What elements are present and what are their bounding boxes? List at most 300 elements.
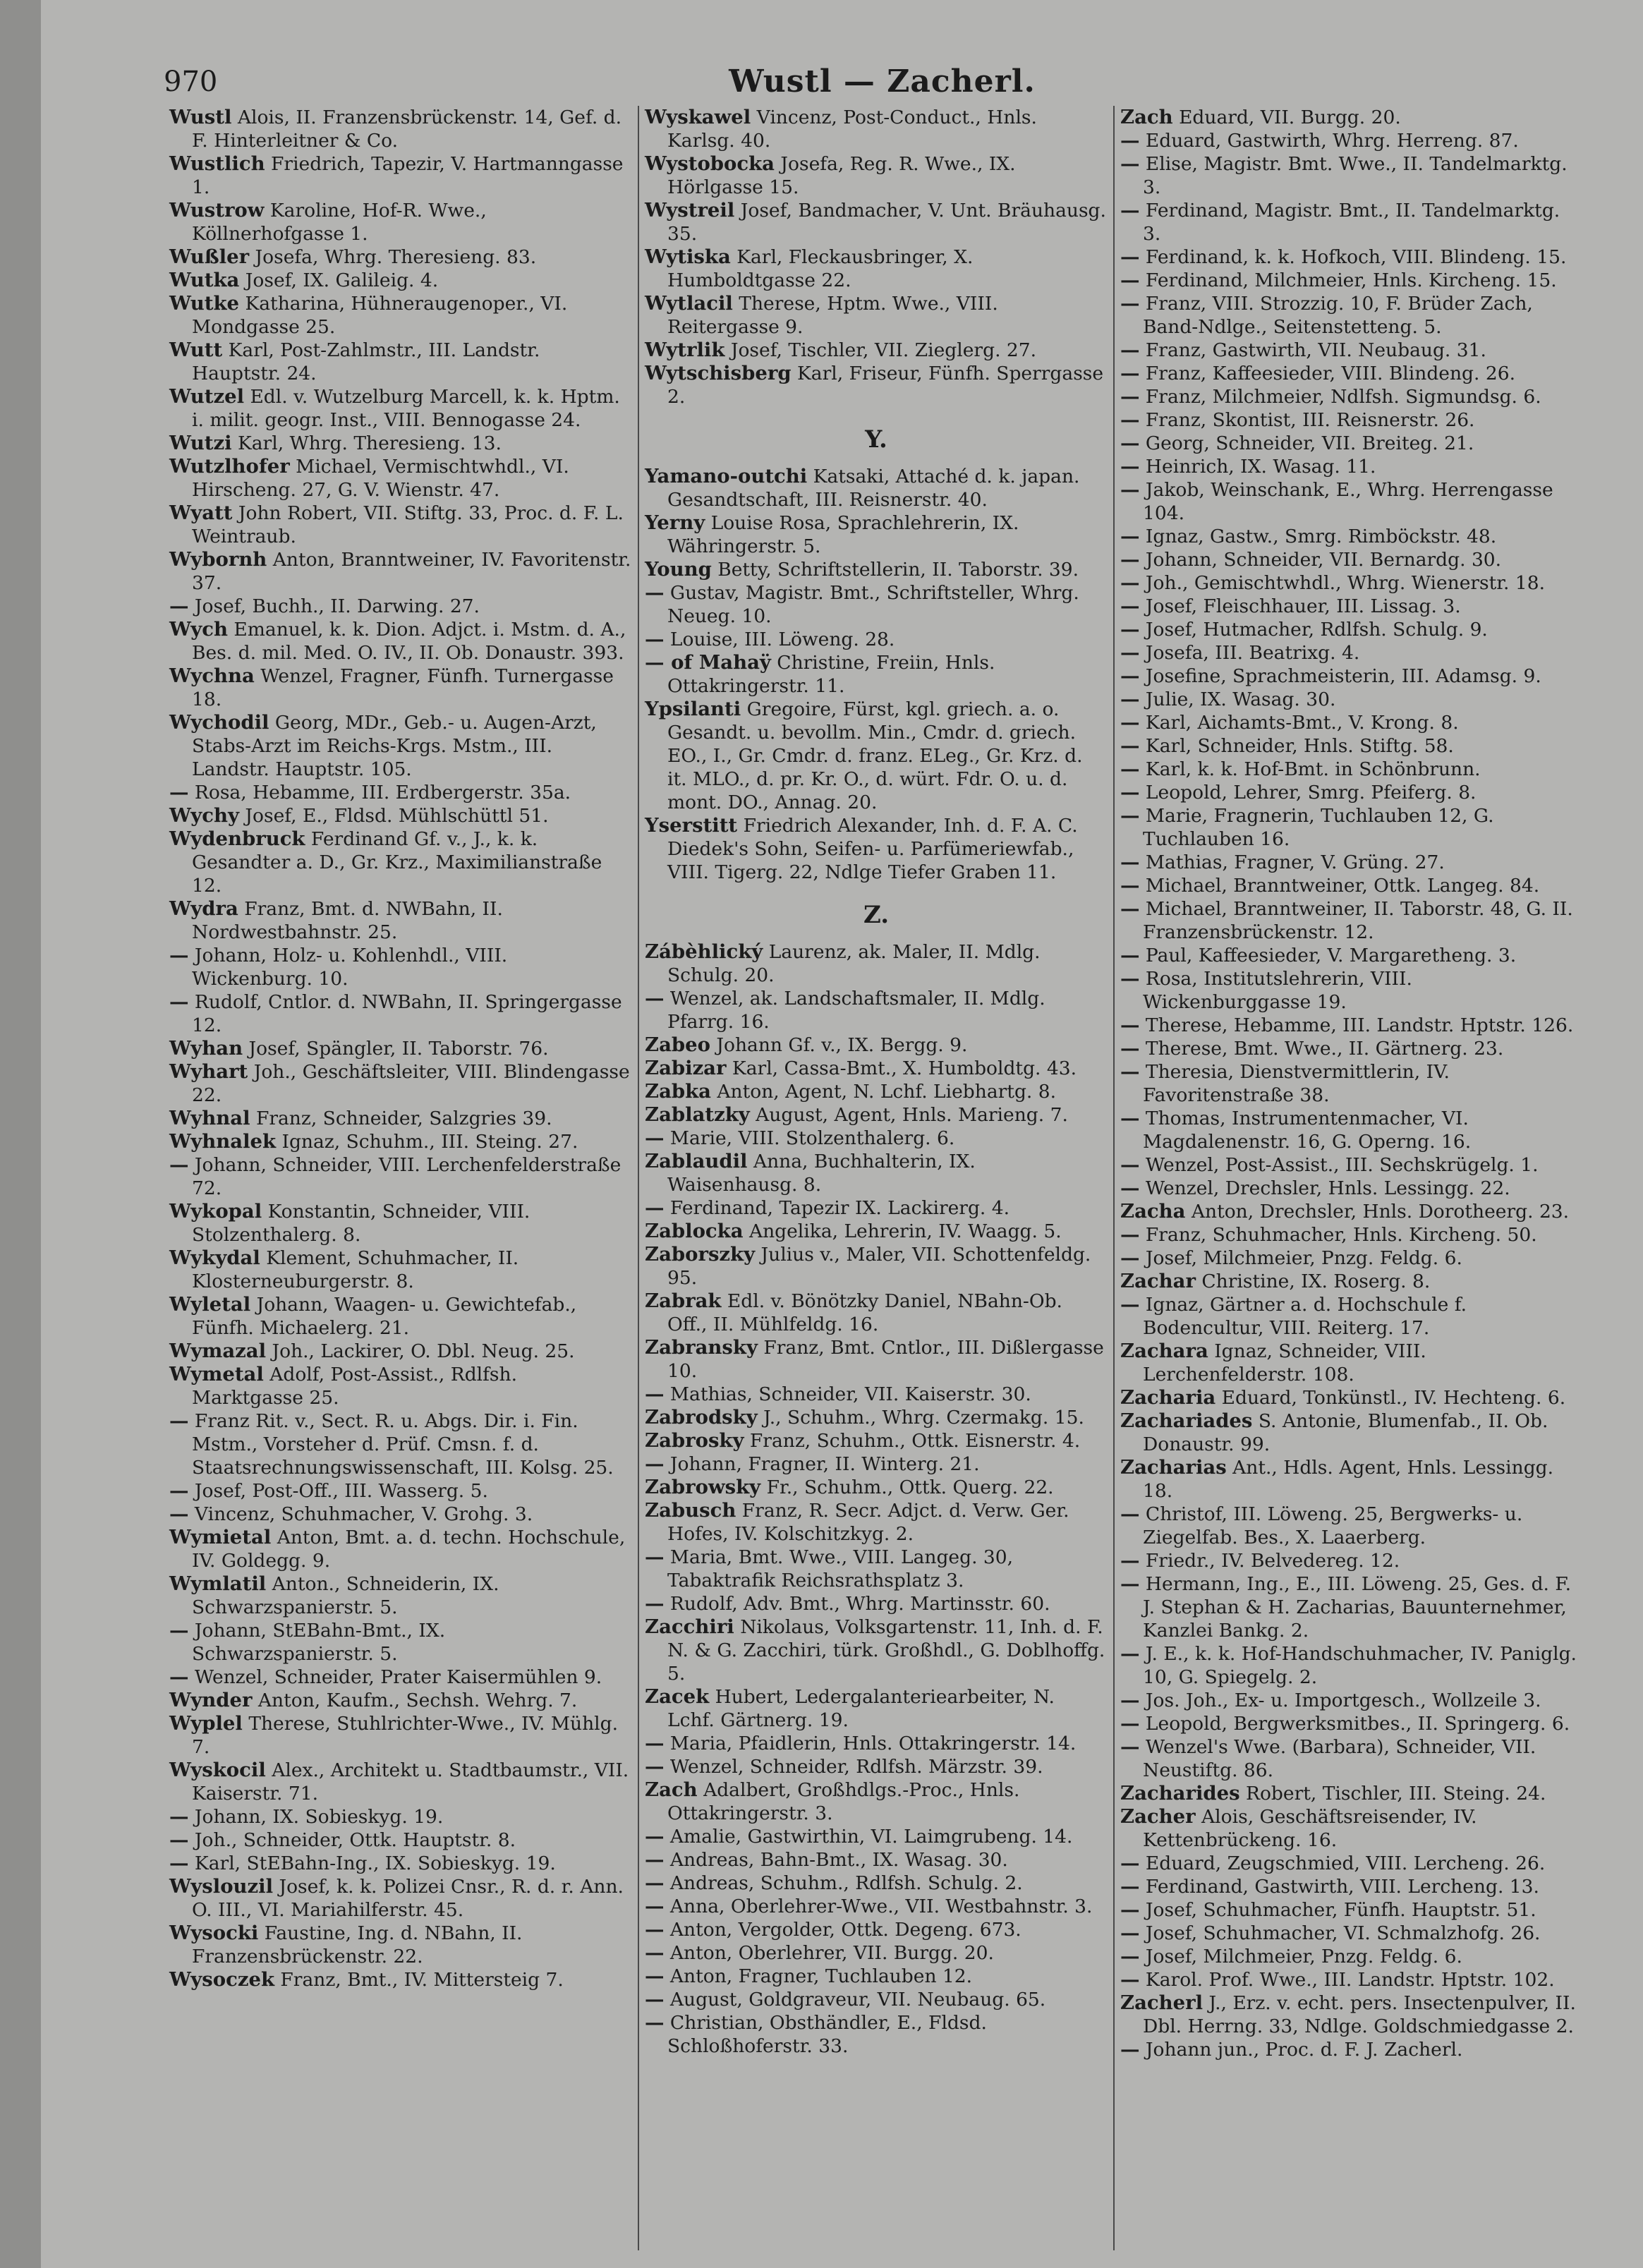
entry-details: Wenzel, Post-Assist., III. Sechskrügelg. 1. (1139, 1154, 1539, 1176)
directory-entry (1115, 734, 1589, 758)
directory-entry (1115, 1689, 1589, 1712)
entry-details: Ferdinand, Gastwirth, VIII. Lercheng. 13. (1139, 1876, 1539, 1898)
entry-name: — (1120, 269, 1140, 291)
entry-details: Andreas, Bahn-Bmt., IX. Wasag. 30. (664, 1849, 1008, 1871)
entry-details: Julie, IX. Wasag. 30. (1139, 689, 1336, 710)
entry-name: — (645, 2011, 665, 2034)
entry-name: — (1120, 781, 1140, 803)
directory-entry (639, 1918, 1113, 1941)
entry-details: Jos. Joh., Ex- u. Importgesch., Wollzeile 3. (1139, 1690, 1541, 1711)
directory-entry (164, 292, 638, 339)
entry-name: Wustrow (169, 199, 265, 222)
entry-name: — (1120, 1735, 1140, 1758)
entry-name: Wytschisberg (645, 362, 792, 384)
directory-entry (639, 511, 1113, 558)
entry-name: Zabizar (645, 1057, 727, 1079)
column-2 (638, 106, 1113, 2250)
entry-details: Anton, Bmt. a. d. techn. Hochschule, IV. Goldegg. 9. (192, 1527, 626, 1572)
entry-name: — (1120, 385, 1140, 408)
entry-details: Karoline, Hof-R. Wwe., Köllnerhofgasse 1. (192, 200, 487, 245)
directory-entry (639, 1243, 1113, 1290)
entry-details: Elise, Magistr. Bmt. Wwe., II. Tandelmarktg. 3. (1139, 153, 1568, 198)
entry-name: Zabka (645, 1080, 711, 1103)
entry-name: Zacherl (1120, 1991, 1204, 2014)
entry-name: — (1120, 711, 1140, 734)
entry-name: — (645, 1825, 665, 1848)
entry-details: Rudolf, Cntlor. d. NWBahn, II. Springergasse 12. (188, 991, 622, 1036)
entry-details: Josef, E., Fldsd. Mühlschüttl 51. (238, 805, 549, 827)
entry-details: Louise Rosa, Sprachlehrerin, IX. Währingerstr. 5. (667, 512, 1019, 557)
directory-entry (1115, 339, 1589, 362)
entry-details: Ferdinand, Magistr. Bmt., II. Tandelmarktg. 3. (1139, 200, 1560, 245)
page-edge (0, 0, 41, 2268)
entry-name: Wystobocka (645, 152, 775, 175)
entry-details: Mathias, Schneider, VII. Kaiserstr. 30. (664, 1383, 1031, 1405)
entry-details: Karl, k. k. Hof-Bmt. in Schönbrunn. (1139, 758, 1481, 780)
entry-details: Vincenz, Post-Conduct., Hnls. Karlsg. 40. (667, 107, 1037, 152)
directory-entry (639, 651, 1113, 698)
directory-entry (164, 432, 638, 455)
entry-name: Wustl (169, 106, 232, 128)
entry-name: — (1120, 1549, 1140, 1572)
entry-name: Zacchiri (645, 1615, 734, 1638)
entry-name: — (169, 1503, 189, 1525)
entry-name: — (1120, 245, 1140, 268)
entry-details: Wenzel, Schneider, Prater Kaisermühlen 9. (188, 1666, 602, 1688)
entry-details: Heinrich, IX. Wasag. 11. (1139, 456, 1376, 478)
entry-name: — (1120, 1642, 1140, 1665)
directory-entry (1115, 1456, 1589, 1503)
entry-name: — (169, 1829, 189, 1851)
entry-name: — (1120, 1968, 1140, 1991)
entry-details: Rudolf, Adv. Bmt., Whrg. Martinsstr. 60. (664, 1593, 1050, 1615)
entry-details: J., Schuhm., Whrg. Czermakg. 15. (757, 1407, 1084, 1429)
entry-details: Anton, Kaufm., Sechsh. Wehrg. 7. (252, 1690, 578, 1711)
entry-name: Zacek (645, 1685, 710, 1708)
entry-details: Eduard, VII. Burgg. 20. (1172, 107, 1401, 128)
entry-details: Gustav, Magistr. Bmt., Schriftsteller, Whrg. Neueg. 10. (664, 582, 1079, 627)
entry-name: — (1120, 618, 1140, 641)
entry-name: — (1120, 1153, 1140, 1176)
entry-name: — (1120, 1293, 1140, 1316)
entry-details: Josefine, Sprachmeisterin, III. Adamsg. 9. (1139, 665, 1541, 687)
directory-entry (164, 1759, 638, 1805)
directory-entry (1115, 804, 1589, 851)
entry-details: J., Erz. v. echt. pers. Insectenpulver, II. Dbl. Herrng. 33, Ndlge. Goldschmiedgasse 2. (1143, 1992, 1576, 2037)
directory-entry (639, 292, 1113, 339)
running-title: Wustl — Zacherl. (729, 63, 1036, 99)
entry-details: Ferdinand, Tapezir IX. Lackirerg. 4. (664, 1197, 1010, 1219)
entry-details: Andreas, Schuhm., Rdlfsh. Schulg. 2. (664, 1872, 1023, 1894)
entry-details: Karl, Schneider, Hnls. Stiftg. 58. (1139, 735, 1454, 757)
entry-name: Wychna (169, 665, 255, 687)
entry-details: Johann, Schneider, VIII. Lerchenfelderstraße 72. (188, 1154, 622, 1199)
directory-entry (1115, 595, 1589, 618)
entry-details: Wenzel, Drechsler, Hnls. Lessingg. 22. (1139, 1177, 1510, 1199)
entry-name: — (645, 628, 665, 650)
entry-details: Edl. v. Wutzelburg Marcell, k. k. Hptm. i. milit. geogr. Inst., VIII. Bennogasse 24. (192, 386, 620, 431)
page-number: 970 (164, 66, 218, 98)
directory-entry (639, 1499, 1113, 1546)
directory-entry (639, 1895, 1113, 1918)
entry-details: Christine, IX. Roserg. 8. (1195, 1271, 1431, 1292)
entry-name: — (645, 1941, 665, 1964)
entry-name: Zabusch (645, 1499, 736, 1522)
entry-details: Josefa, Whrg. Theresieng. 83. (249, 246, 537, 268)
directory-entry (164, 1572, 638, 1619)
directory-entry (1115, 618, 1589, 641)
directory-entry (164, 1852, 638, 1875)
entry-name: — (645, 1988, 665, 2011)
entry-details: Johann, Schneider, VII. Bernardg. 30. (1139, 549, 1502, 571)
entry-details: Julius v., Maler, VII. Schottenfeldg. 95. (667, 1244, 1091, 1289)
entry-details: Josef, Post-Off., III. Wasserg. 5. (188, 1480, 488, 1502)
entry-name: Wychodil (169, 711, 269, 734)
entry-name: — (1120, 665, 1140, 687)
entry-name: — (645, 1383, 665, 1405)
entry-name: Wysoczek (169, 1968, 274, 1991)
column-1 (164, 106, 638, 2250)
entry-name: — (1120, 199, 1140, 222)
directory-entry (639, 1429, 1113, 1453)
entry-details: Betty, Schriftstellerin, II. Taborstr. 39. (711, 559, 1079, 581)
entry-name: — (1120, 478, 1140, 501)
entry-name: — (1120, 944, 1140, 966)
directory-entry (1115, 1014, 1589, 1037)
entry-details: Rosa, Institutslehrerin, VIII. Wickenburggasse 19. (1139, 968, 1412, 1013)
directory-entry (164, 502, 638, 548)
directory-entry (1115, 665, 1589, 688)
entry-name: Zacher (1120, 1805, 1196, 1828)
entry-name: — (1120, 362, 1140, 384)
entry-name: — (169, 781, 189, 803)
entry-details: Johann, IX. Sobieskyg. 19. (188, 1806, 444, 1828)
entry-name: — (645, 1732, 665, 1754)
directory-entry (639, 1080, 1113, 1103)
entry-name: — (1120, 595, 1140, 617)
entry-details: Faustine, Ing. d. NBahn, II. Franzensbrückenstr. 22. (192, 1922, 523, 1967)
directory-entry (639, 152, 1113, 199)
entry-details: Josef, Milchmeier, Pnzg. Feldg. 6. (1139, 1247, 1462, 1269)
page-header (164, 61, 1601, 110)
directory-entry (1115, 408, 1589, 432)
entry-details: Franz, Schneider, Salzgries 39. (250, 1108, 552, 1129)
directory-entry (639, 814, 1113, 884)
entry-details: Hermann, Ing., E., III. Löweng. 25, Ges. d. F. J. Stephan & H. Zacharias, Bauunternehmer, Kanzlei Bankg. 2. (1139, 1573, 1572, 1642)
entry-name: — (1120, 1060, 1140, 1083)
directory-entry (164, 1200, 638, 1247)
directory-entry (639, 1336, 1113, 1383)
directory-entry (1115, 1991, 1589, 2038)
entry-name: — (645, 1965, 665, 1987)
entry-details: Wenzel, Schneider, Rdlfsh. Märzstr. 39. (664, 1756, 1043, 1778)
entry-details: Eduard, Zeugschmied, VIII. Lercheng. 26. (1139, 1852, 1546, 1874)
entry-details: Georg, Schneider, VII. Breiteg. 21. (1139, 432, 1474, 454)
entry-name: Wymlatil (169, 1572, 267, 1595)
entry-name: — (1120, 2038, 1140, 2061)
entry-details: Johann, Waagen- u. Gewichtefab., Fünfh. Michaelerg. 21. (192, 1294, 577, 1339)
entry-details: Friedrich, Tapezir, V. Hartmanngasse 1. (192, 153, 624, 198)
entry-name: Wykopal (169, 1200, 262, 1223)
entry-details: Alois, Geschäftsreisender, IV. Kettenbrückeng. 16. (1143, 1806, 1477, 1851)
entry-name: — (645, 1592, 665, 1615)
entry-name: — (645, 1127, 665, 1149)
entry-name: Zach (1120, 106, 1173, 128)
directory-entry (164, 245, 638, 269)
entry-name: Wyletal (169, 1293, 251, 1316)
entry-name: — (1120, 1712, 1140, 1735)
directory-entry (639, 1127, 1113, 1150)
directory-entry (639, 1453, 1113, 1476)
entry-name: Zabrodsky (645, 1406, 758, 1429)
entry-details: Nikolaus, Volksgartenstr. 11, Inh. d. F. N. & G. Zacchiri, türk. Großhdl., G. Doblhoffg. 5. (667, 1616, 1105, 1685)
directory-entry (1115, 688, 1589, 711)
directory-entry (1115, 1107, 1589, 1153)
entry-name: — (1120, 1945, 1140, 1967)
directory-entry (1115, 199, 1589, 245)
entry-details: Ignaz, Gärtner a. d. Hochschule f. Bodencultur, VIII. Reiterg. 17. (1139, 1294, 1467, 1339)
entry-details: Vincenz, Schuhmacher, V. Grohg. 3. (188, 1503, 533, 1525)
directory-entry (1115, 944, 1589, 967)
entry-details: Katsaki, Attaché d. k. japan. Gesandtschaft, III. Reisnerstr. 40. (667, 466, 1080, 511)
directory-entry (1115, 106, 1589, 129)
entry-name: Zacharia (1120, 1386, 1216, 1409)
entry-details: Wenzel, Fragner, Fünfh. Turnergasse 18. (192, 665, 614, 710)
directory-entry (639, 362, 1113, 408)
entry-details: Josef, k. k. Polizei Cnsr., R. d. r. Ann. O. III., VI. Mariahilferstr. 45. (192, 1876, 624, 1921)
entry-details: Alois, II. Franzensbrückenstr. 14, Gef. d. F. Hinterleitner & Co. (192, 107, 622, 152)
entry-name: — (645, 1196, 665, 1219)
entry-details: Karl, Whrg. Theresieng. 13. (231, 432, 502, 454)
entry-name: Wymietal (169, 1526, 272, 1548)
entry-details: Johann, Holz- u. Kohlenhdl., VIII. Wickenburg. 10. (188, 945, 508, 990)
entry-name: Wyhnal (169, 1107, 250, 1129)
directory-entry (639, 245, 1113, 292)
directory-entry (1115, 1270, 1589, 1293)
entry-details: Ant., Hdls. Agent, Hnls. Lessingg. 18. (1143, 1457, 1554, 1502)
entry-details: Franz, Gastwirth, VII. Neubaug. 31. (1139, 339, 1486, 361)
entry-name: Zacharias (1120, 1456, 1227, 1479)
entry-name: Zabrak (645, 1290, 722, 1312)
directory-entry (1115, 758, 1589, 781)
entry-name: Zaborszky (645, 1243, 756, 1266)
directory-entry (164, 1829, 638, 1852)
entry-details: Karol. Prof. Wwe., III. Landstr. Hptstr. 102. (1139, 1969, 1555, 1991)
entry-name: — (1120, 688, 1140, 710)
directory-entry (164, 1805, 638, 1829)
entry-name: — (1120, 1014, 1140, 1036)
directory-entry (639, 1103, 1113, 1127)
entry-name: Wyslouzil (169, 1875, 274, 1898)
directory-entry (164, 455, 638, 502)
directory-entry (1115, 1177, 1589, 1200)
entry-name: — (645, 1918, 665, 1941)
directory-entry (164, 1363, 638, 1409)
directory-entry (1115, 245, 1589, 269)
entry-details: Maria, Pfaidlerin, Hnls. Ottakringerstr. 14. (664, 1733, 1077, 1754)
entry-name: Wyskocil (169, 1759, 266, 1781)
directory-entry (1115, 1293, 1589, 1340)
directory-entry (1115, 1386, 1589, 1409)
directory-entry (164, 385, 638, 432)
entry-details: Michael, Vermischtwhdl., VI. Hirscheng. 27, G. V. Wienstr. 47. (192, 456, 569, 501)
entry-name: — (1120, 1037, 1140, 1060)
directory-entry (639, 1988, 1113, 2011)
entry-name: — (1120, 571, 1140, 594)
entry-name: — (169, 1852, 189, 1874)
directory-entry (1115, 1852, 1589, 1875)
entry-details: S. Antonie, Blumenfab., II. Ob. Donaustr. 99. (1143, 1410, 1548, 1455)
entry-details: Karl, StEBahn-Ing., IX. Sobieskyg. 19. (188, 1852, 556, 1874)
directory-entry (164, 1689, 638, 1712)
entry-name: Zachariades (1120, 1409, 1253, 1432)
entry-details: Franz Rit. v., Sect. R. u. Abgs. Dir. i. Fin. Mstm., Vorsteher d. Prüf. Cmsn. f. d. Staatsrechnungswissenschaft, III. Kolsg. 25. (188, 1410, 614, 1479)
entry-name: — (645, 1453, 665, 1475)
entry-details: Klement, Schuhmacher, II. Klosterneuburgerstr. 8. (192, 1247, 519, 1292)
entry-details: Christian, Obsthändler, E., Fldsd. Schloßhoferstr. 33. (664, 2012, 987, 2057)
entry-name: Wytrlik (645, 339, 725, 361)
entry-details: Angelika, Lehrerin, IV. Waagg. 5. (743, 1220, 1062, 1242)
directory-entry (639, 1220, 1113, 1243)
entry-details: Karl, Friseur, Fünfh. Sperrgasse 2. (667, 363, 1104, 408)
entry-name: Wutt (169, 339, 223, 361)
entry-details: Amalie, Gastwirthin, VI. Laimgrubeng. 14. (664, 1826, 1073, 1848)
directory-entry (164, 1293, 638, 1340)
directory-entry (164, 1479, 638, 1503)
directory-entry (1115, 1247, 1589, 1270)
entry-name: — (645, 1755, 665, 1778)
directory-entry (164, 1060, 638, 1107)
entry-details: Theresia, Dienstvermittlerin, IV. Favoritenstraße 38. (1139, 1061, 1450, 1106)
entry-name: — (645, 1848, 665, 1871)
section-heading: Y. (865, 425, 887, 454)
entry-details: Marie, Fragnerin, Tuchlauben 12, G. Tuchlauben 16. (1139, 805, 1494, 850)
directory-entry (639, 1848, 1113, 1872)
entry-details: Franz, Skontist, III. Reisnerstr. 26. (1139, 409, 1475, 431)
directory-entry (1115, 781, 1589, 804)
directory-entry (1115, 1945, 1589, 1968)
entry-details: Anna, Buchhalterin, IX. Waisenhausg. 8. (667, 1151, 976, 1196)
entry-details: Alex., Architekt u. Stadtbaumstr., VII. Kaiserstr. 71. (192, 1759, 629, 1805)
entry-name: Young (645, 558, 712, 581)
directory-entry (639, 1872, 1113, 1895)
entry-name: Wyhnalek (169, 1130, 277, 1153)
directory-entry (1115, 1223, 1589, 1247)
entry-name: Wustlich (169, 152, 265, 175)
directory-entry (164, 1922, 638, 1968)
entry-name: Wutka (169, 269, 240, 291)
entry-name: Wystreil (645, 199, 735, 222)
entry-name: — (1120, 455, 1140, 478)
entry-name: — (1120, 1922, 1140, 1944)
entry-details: Wenzel's Wwe. (Barbara), Schneider, VII. Neustiftg. 86. (1139, 1736, 1536, 1781)
directory-entry (164, 944, 638, 990)
directory-entry (164, 548, 638, 595)
entry-details: Ignaz, Gastw., Smrg. Rimböckstr. 48. (1139, 526, 1497, 547)
directory-entry (1115, 548, 1589, 571)
entry-details: Josef, Tischler, VII. Zieglerg. 27. (725, 339, 1037, 361)
entry-details: John Robert, VII. Stiftg. 33, Proc. d. F. L. Weintraub. (192, 502, 624, 547)
entry-name: Zabrowsky (645, 1476, 761, 1498)
directory-entry (164, 1619, 638, 1666)
directory-entry (639, 1965, 1113, 1988)
entry-name: — (169, 1619, 189, 1642)
entry-details: J. E., k. k. Hof-Handschuhmacher, IV. Paniglg. 10, G. Spiegelg. 2. (1139, 1643, 1577, 1688)
directory-entry (639, 465, 1113, 511)
directory-entry (164, 827, 638, 897)
entry-name: — (169, 1409, 189, 1432)
entry-details: Johann, Fragner, II. Winterg. 21. (664, 1453, 980, 1475)
directory-entry (1115, 1572, 1589, 1642)
entry-details: Eduard, Tonkünstl., IV. Hechteng. 6. (1215, 1387, 1566, 1409)
directory-entry (1115, 1037, 1589, 1060)
entry-name: Wußler (169, 245, 250, 268)
directory-entry (164, 152, 638, 199)
directory-entry (639, 1406, 1113, 1429)
entry-name: — (1120, 1503, 1140, 1525)
directory-entry (164, 1968, 638, 1991)
entry-details: Franz, Bmt., IV. Mittersteig 7. (274, 1969, 564, 1991)
entry-details: Josef, Bandmacher, V. Unt. Bräuhausg. 35. (667, 200, 1106, 245)
entry-name: Wyhart (169, 1060, 248, 1083)
directory-entry (639, 698, 1113, 814)
entry-name: Wykydal (169, 1247, 260, 1269)
directory-entry (639, 199, 1113, 245)
directory-entry (164, 339, 638, 385)
entry-details: August, Agent, Hnls. Marieng. 7. (749, 1104, 1068, 1126)
entry-name: Zablaudil (645, 1150, 748, 1172)
directory-entry (1115, 1060, 1589, 1107)
directory-entry (639, 1057, 1113, 1080)
directory-entry (1115, 851, 1589, 874)
entry-name: Wymetal (169, 1363, 264, 1385)
directory-entry (639, 1755, 1113, 1778)
entry-details: Anton, Branntweiner, IV. Favoritenstr. 37. (192, 549, 631, 594)
entry-name: — (169, 1479, 189, 1502)
entry-name: Zablatzky (645, 1103, 750, 1126)
entry-details: Anton, Vergolder, Ottk. Degeng. 673. (664, 1919, 1021, 1941)
directory-entry (164, 1666, 638, 1689)
entry-details: Robert, Tischler, III. Steing. 24. (1239, 1783, 1546, 1805)
entry-name: — (1120, 851, 1140, 873)
directory-entry (639, 1196, 1113, 1220)
entry-name: Wyatt (169, 502, 233, 524)
entry-details: Josef, Buchh., II. Darwing. 27. (188, 595, 480, 617)
directory-entry (1115, 1409, 1589, 1456)
directory-entry (639, 1546, 1113, 1592)
directory-entry (164, 897, 638, 944)
entry-name: — (169, 595, 189, 617)
entry-name: — (1120, 525, 1140, 547)
entry-details: Josef, Fleischhauer, III. Lissag. 3. (1139, 595, 1461, 617)
entry-details: Anton, Drechsler, Hnls. Dorotheerg. 23. (1185, 1201, 1570, 1223)
entry-name: Zabeo (645, 1033, 710, 1056)
directory-entry (164, 711, 638, 781)
directory-entry (639, 558, 1113, 581)
entry-details: Franz, VIII. Strozzig. 10, F. Brüder Zach, Band-Ndlge., Seitenstetteng. 5. (1139, 293, 1533, 338)
entry-name: — (169, 1666, 189, 1688)
entry-details: Friedr., IV. Belvedereg. 12. (1139, 1550, 1400, 1572)
entry-name: — (1120, 1689, 1140, 1711)
entry-details: Gregoire, Fürst, kgl. griech. a. o. Gesandt. u. bevollm. Min., Cmdr. d. griech. EO., I., Gr. Cmdr. d. franz. ELeg., Gr. Krz. d. it. MLO., d. pr. Kr. O., d. würt. Fdr. O. u. d. mont. DO., Annag. 20. (667, 698, 1083, 813)
entry-details: Joh., Gemischtwhdl., Whrg. Wienerstr. 18. (1139, 572, 1546, 594)
entry-details: Christine, Freiin, Hnls. Ottakringerstr. 11. (667, 652, 995, 697)
directory-entry (639, 1033, 1113, 1057)
entry-name: — of Mahaÿ (645, 651, 771, 674)
entry-name: Wutzel (169, 385, 245, 408)
entry-details: Mathias, Fragner, V. Grüng. 27. (1139, 851, 1445, 873)
entry-name: — (1120, 967, 1140, 990)
